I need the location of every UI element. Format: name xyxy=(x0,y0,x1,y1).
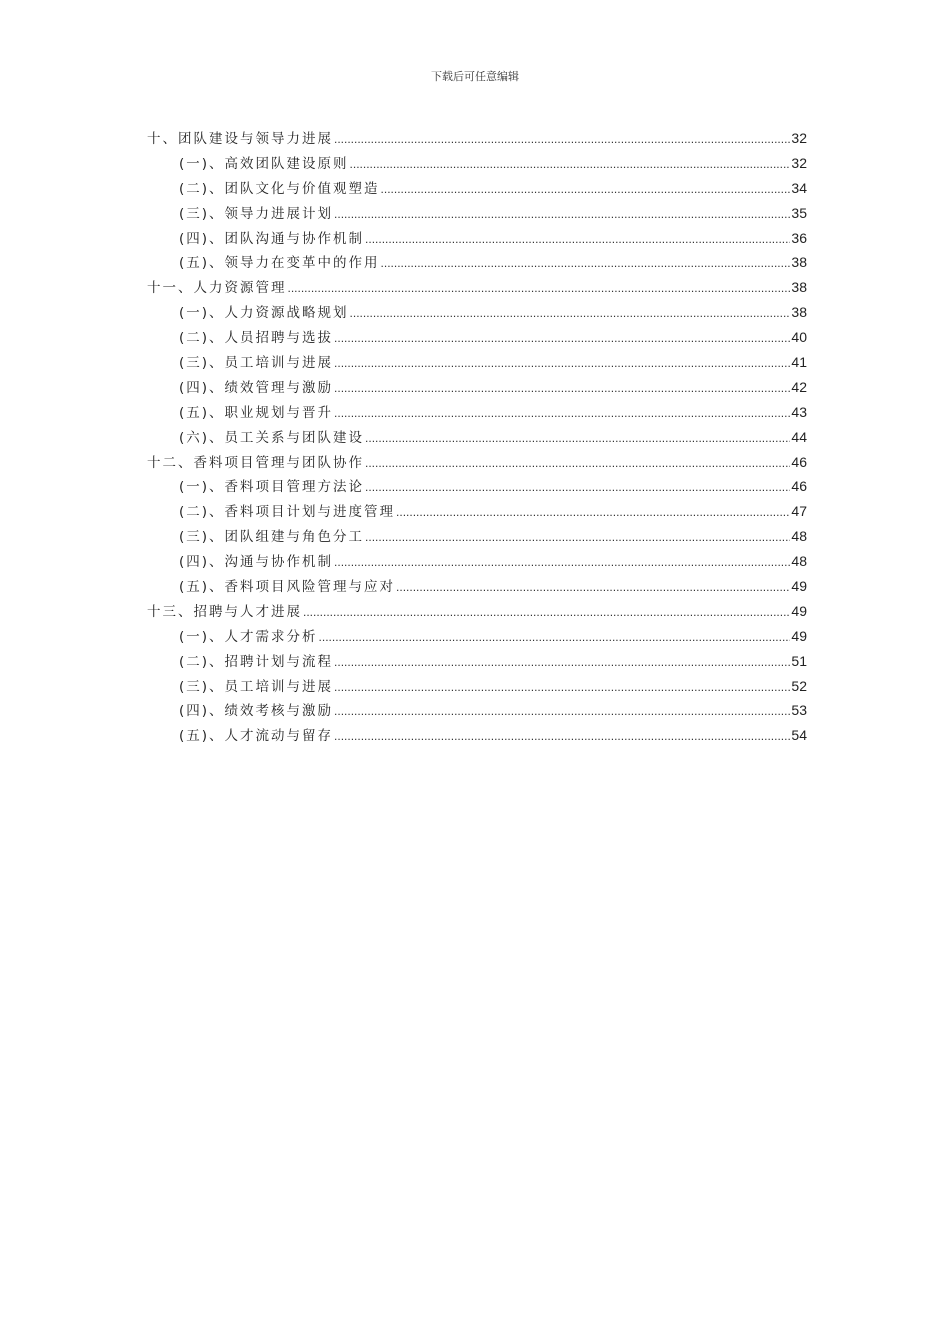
toc-entry-label: 十三、招聘与人才进展 xyxy=(147,603,302,620)
toc-dot-leader xyxy=(334,650,790,675)
toc-section-entry[interactable] xyxy=(147,400,807,425)
toc-page-number: 43 xyxy=(791,403,807,420)
toc-section-entry[interactable] xyxy=(147,375,807,400)
toc-page-number: 40 xyxy=(791,329,807,346)
toc-dot-leader xyxy=(334,127,790,152)
toc-page-number: 46 xyxy=(791,478,807,495)
toc-dot-leader xyxy=(365,426,790,451)
toc-entry-label: (三)、团队组建与角色分工 xyxy=(179,529,365,546)
toc-page-number: 49 xyxy=(791,627,807,644)
toc-dot-leader xyxy=(381,251,791,276)
toc-page-number: 32 xyxy=(791,130,807,146)
toc-dot-leader xyxy=(334,675,790,700)
toc-section-entry[interactable] xyxy=(147,698,807,723)
toc-section-entry[interactable] xyxy=(147,624,807,649)
toc-entry-label: (六)、员工关系与团队建设 xyxy=(179,429,365,446)
toc-entry-label: (四)、团队沟通与协作机制 xyxy=(179,230,365,247)
toc-dot-leader xyxy=(334,699,790,724)
toc-section-entry[interactable] xyxy=(147,425,807,450)
toc-entry-label: (三)、员工培训与进展 xyxy=(179,355,334,372)
toc-page-number: 49 xyxy=(791,578,807,595)
toc-dot-leader xyxy=(381,177,791,202)
toc-dot-leader xyxy=(350,301,791,326)
toc-chapter-entry[interactable] xyxy=(147,126,807,151)
toc-entry-label: (五)、领导力在变革中的作用 xyxy=(179,255,380,272)
toc-dot-leader xyxy=(350,152,791,177)
toc-section-entry[interactable] xyxy=(147,325,807,350)
toc-section-entry[interactable] xyxy=(147,649,807,674)
toc-dot-leader xyxy=(334,202,790,227)
toc-chapter-entry[interactable] xyxy=(147,275,807,300)
toc-section-entry[interactable] xyxy=(147,201,807,226)
toc-entry-label: (二)、香料项目计划与进度管理 xyxy=(179,504,396,521)
toc-dot-leader xyxy=(303,600,790,625)
toc-entry-label: (一)、高效团队建设原则 xyxy=(179,155,349,172)
toc-entry-label: 十、团队建设与领导力进展 xyxy=(147,131,333,147)
toc-section-entry[interactable] xyxy=(147,499,807,524)
toc-section-entry[interactable] xyxy=(147,474,807,499)
toc-page-number: 36 xyxy=(791,229,807,246)
toc-section-entry[interactable] xyxy=(147,300,807,325)
toc-section-entry[interactable] xyxy=(147,524,807,549)
toc-section-entry[interactable] xyxy=(147,151,807,176)
toc-entry-label: (三)、员工培训与进展 xyxy=(179,678,334,695)
table-of-contents xyxy=(147,126,807,748)
toc-page-number: 51 xyxy=(791,652,807,669)
toc-dot-leader xyxy=(334,724,790,749)
toc-section-entry[interactable] xyxy=(147,250,807,275)
toc-page-number: 42 xyxy=(791,378,807,395)
toc-page-number: 38 xyxy=(791,279,807,296)
toc-entry-label: (一)、人力资源战略规划 xyxy=(179,305,349,322)
toc-dot-leader xyxy=(365,451,790,476)
toc-dot-leader xyxy=(334,401,790,426)
toc-dot-leader xyxy=(334,376,790,401)
toc-entry-label: (四)、沟通与协作机制 xyxy=(179,554,334,571)
toc-section-entry[interactable] xyxy=(147,574,807,599)
toc-entry-label: (一)、人才需求分析 xyxy=(179,628,318,645)
toc-dot-leader xyxy=(365,525,790,550)
toc-section-entry[interactable] xyxy=(147,723,807,748)
toc-dot-leader xyxy=(288,276,791,301)
toc-entry-label: (五)、香料项目风险管理与应对 xyxy=(179,579,396,596)
toc-entry-label: (五)、人才流动与留存 xyxy=(179,728,334,745)
toc-section-entry[interactable] xyxy=(147,549,807,574)
toc-page-number: 48 xyxy=(791,528,807,545)
toc-dot-leader xyxy=(396,575,790,600)
toc-dot-leader xyxy=(365,475,790,500)
toc-section-entry[interactable] xyxy=(147,176,807,201)
toc-dot-leader xyxy=(396,500,790,525)
toc-page-number: 52 xyxy=(791,677,807,694)
toc-entry-label: (二)、人员招聘与选拔 xyxy=(179,330,334,347)
toc-section-entry[interactable] xyxy=(147,674,807,699)
toc-dot-leader xyxy=(334,326,790,351)
toc-page-number: 49 xyxy=(791,602,807,619)
toc-dot-leader xyxy=(319,625,791,650)
toc-page-number: 35 xyxy=(791,204,807,221)
toc-entry-label: (四)、绩效管理与激励 xyxy=(179,379,334,396)
toc-page-number: 48 xyxy=(791,553,807,570)
toc-page-number: 32 xyxy=(791,154,807,171)
toc-chapter-entry[interactable] xyxy=(147,450,807,475)
toc-dot-leader xyxy=(334,351,790,376)
toc-section-entry[interactable] xyxy=(147,226,807,251)
toc-page-number: 46 xyxy=(791,453,807,470)
toc-page-number: 44 xyxy=(791,428,807,445)
toc-page-number: 38 xyxy=(791,254,807,271)
toc-page-number: 54 xyxy=(791,727,807,744)
header-note: 下载后可任意编辑 xyxy=(431,70,519,83)
toc-entry-label: (二)、招聘计划与流程 xyxy=(179,653,334,670)
toc-dot-leader xyxy=(334,550,790,575)
toc-entry-label: 十二、香料项目管理与团队协作 xyxy=(147,454,364,471)
toc-page-number: 34 xyxy=(791,179,807,196)
toc-chapter-entry[interactable] xyxy=(147,599,807,624)
toc-entry-label: 十一、人力资源管理 xyxy=(147,280,287,297)
toc-entry-label: (五)、职业规划与晋升 xyxy=(179,404,334,421)
toc-page-number: 47 xyxy=(791,503,807,520)
toc-section-entry[interactable] xyxy=(147,350,807,375)
toc-page-number: 41 xyxy=(791,354,807,371)
toc-entry-label: (三)、领导力进展计划 xyxy=(179,205,334,222)
toc-page-number: 38 xyxy=(791,304,807,321)
toc-entry-label: (二)、团队文化与价值观塑造 xyxy=(179,180,380,197)
toc-entry-label: (一)、香料项目管理方法论 xyxy=(179,479,365,496)
toc-page-number: 53 xyxy=(791,702,807,719)
toc-entry-label: (四)、绩效考核与激励 xyxy=(179,703,334,720)
toc-dot-leader xyxy=(365,227,790,252)
